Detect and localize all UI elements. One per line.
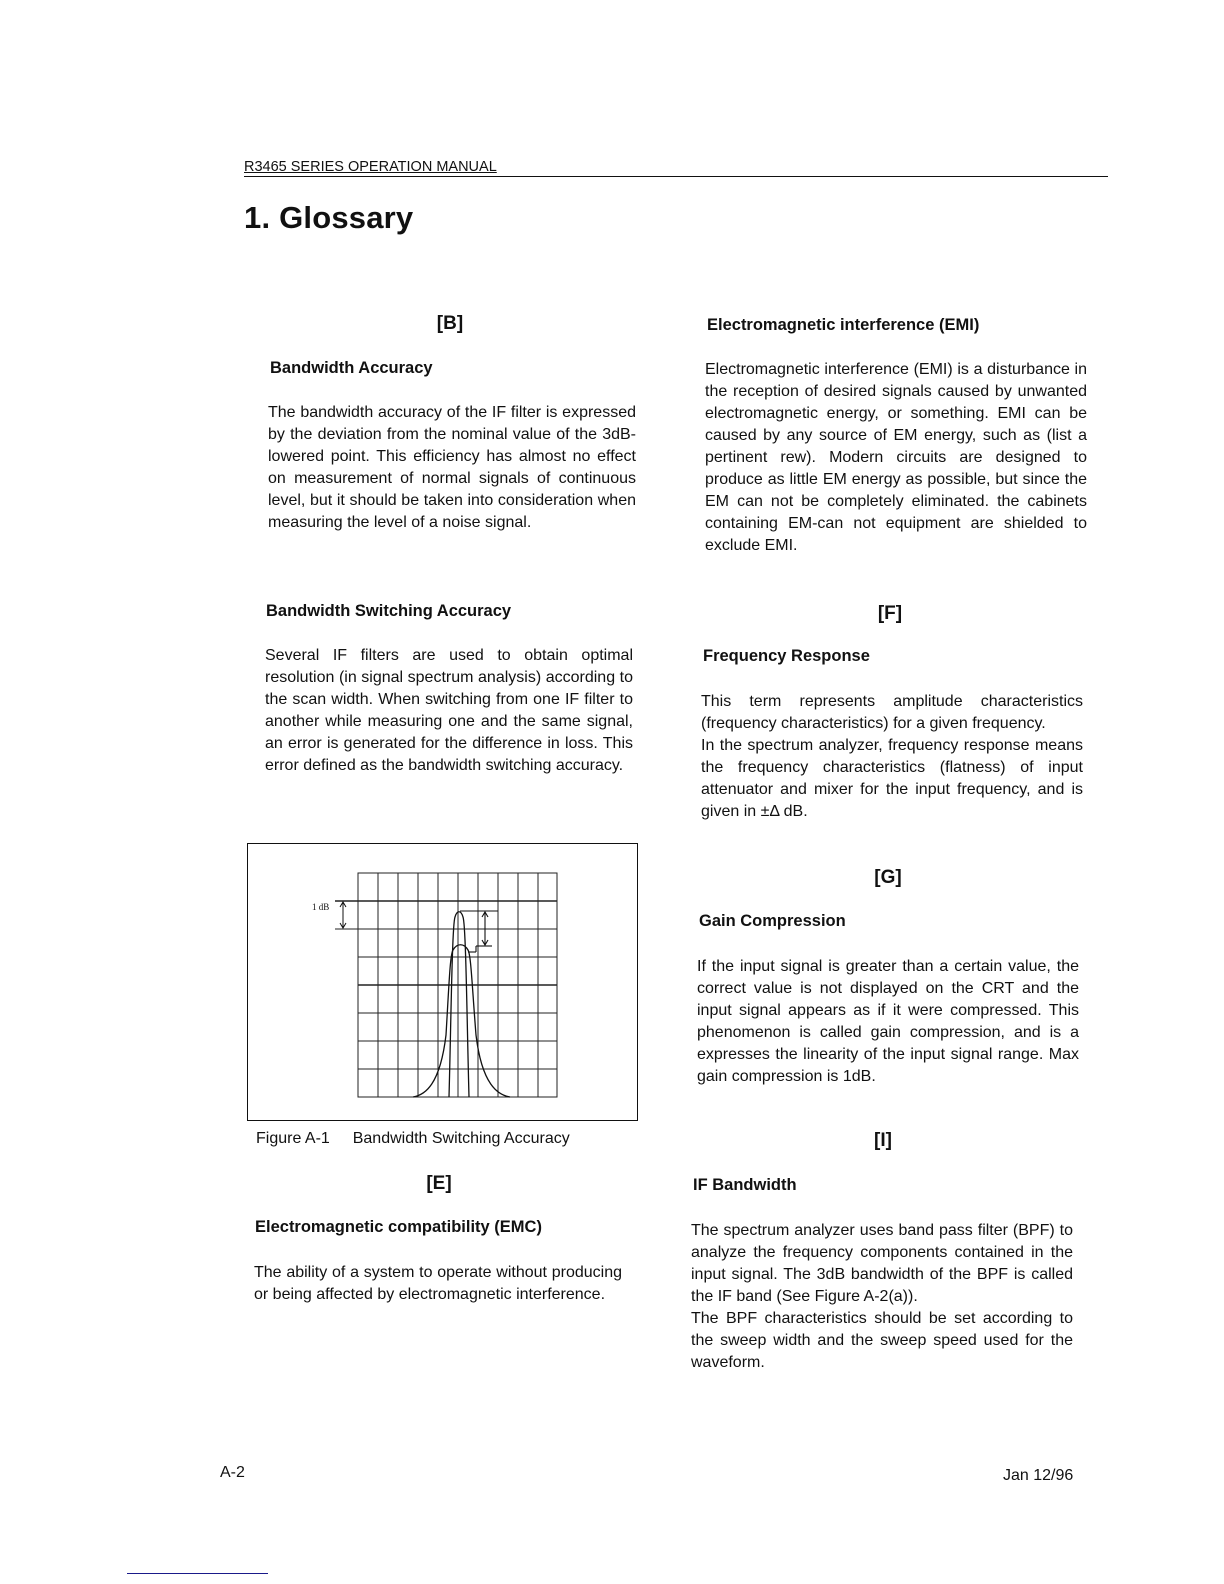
section-letter-b: [B] [436, 313, 464, 334]
paragraph: The ability of a system to operate without producing or being affected by electromagnetic interference. [254, 1264, 622, 1303]
paragraph: The spectrum analyzer uses band pass filter (BPF) to analyze the frequency components contained in the input signal. The 3dB bandwidth of the BPF is called the IF band (See Figure A-2(a)). [691, 1222, 1073, 1305]
running-header [244, 158, 1108, 177]
section-letter-g: [G] [874, 867, 902, 888]
paragraph: The BPF characteristics should be set according to the sweep width and the sweep speed used for the waveform. [691, 1310, 1073, 1371]
term-frequency-response: Frequency Response [703, 647, 870, 665]
term-if-bandwidth: IF Bandwidth [693, 1176, 797, 1194]
manual-title: R3465 SERIES OPERATION MANUAL [244, 159, 497, 175]
page-number: A-2 [220, 1464, 245, 1481]
term-gain-compression: Gain Compression [699, 912, 846, 930]
paragraph: This term represents amplitude characteristics (frequency characteristics) for a given frequency. [701, 693, 1083, 732]
term-bandwidth-accuracy: Bandwidth Accuracy [270, 359, 433, 377]
definition-emi [705, 359, 1087, 557]
definition-bandwidth-switching-accuracy [265, 645, 633, 777]
definition-if-bandwidth [691, 1220, 1073, 1374]
wide-filter-trace [413, 945, 510, 1097]
page-title: 1. Glossary [244, 200, 414, 235]
section-letter-f: [F] [877, 603, 903, 624]
paragraph: If the input signal is greater than a certain value, the correct value is not displayed on the CRT and the input signal appears as if it were compressed. This phenomenon is called gain compression, and is a expresses the linearity of the input signal range. Max gain compression is 1dB. [697, 958, 1079, 1085]
footer-rule [127, 1573, 268, 1574]
term-emi: Electromagnetic interference (EMI) [707, 316, 980, 334]
one-db-label: 1 dB [312, 902, 330, 912]
paragraph: Several IF filters are used to obtain optimal resolution (in signal spectrum analysis) according to the scan width. When switching from one IF filter to another while measuring one and the same signal, an error is generated for the difference in loss. This error defined as the bandwidth switching accuracy. [265, 647, 633, 774]
definition-gain-compression [697, 956, 1079, 1088]
paragraph: Electromagnetic interference (EMI) is a disturbance in the reception of desired signals caused by unwanted electromagnetic energy, or something. EMI can be caused by any source of EM energy, such as (list a pertinent rew). Modern circuits are designed to produce as little EM energy as possible, but since the EM can not be completely eliminated. the cabinets containing EM-can not equipment are shielded to exclude EMI. [705, 361, 1087, 554]
definition-bandwidth-accuracy [268, 402, 636, 534]
figure-label: Figure A-1 [256, 1130, 330, 1147]
definition-emc [254, 1262, 622, 1306]
section-letter-e: [E] [426, 1173, 452, 1194]
revision-date: Jan 12/96 [1003, 1467, 1074, 1484]
paragraph: The bandwidth accuracy of the IF filter is expressed by the deviation from the nominal value of the 3dB-lowered point. This efficiency has almost no effect on measurement of normal signals of continuous level, but it should be taken into consideration when measuring the level of a noise signal. [268, 404, 636, 531]
figure-caption [256, 1130, 570, 1148]
graticule-grid [335, 873, 557, 1097]
paragraph: In the spectrum analyzer, frequency response means the frequency characteristics (flatness) of input attenuator and mixer for the input frequency, and is given in ±Δ dB. [701, 737, 1083, 820]
one-db-arrow [340, 902, 346, 928]
figure-title: Bandwidth Switching Accuracy [352, 1130, 570, 1147]
definition-frequency-response [701, 691, 1083, 823]
term-emc: Electromagnetic compatibility (EMC) [255, 1218, 542, 1236]
section-letter-i: [I] [874, 1130, 892, 1151]
bandwidth-switching-diagram [300, 865, 570, 1105]
term-bandwidth-switching-accuracy: Bandwidth Switching Accuracy [266, 602, 512, 620]
